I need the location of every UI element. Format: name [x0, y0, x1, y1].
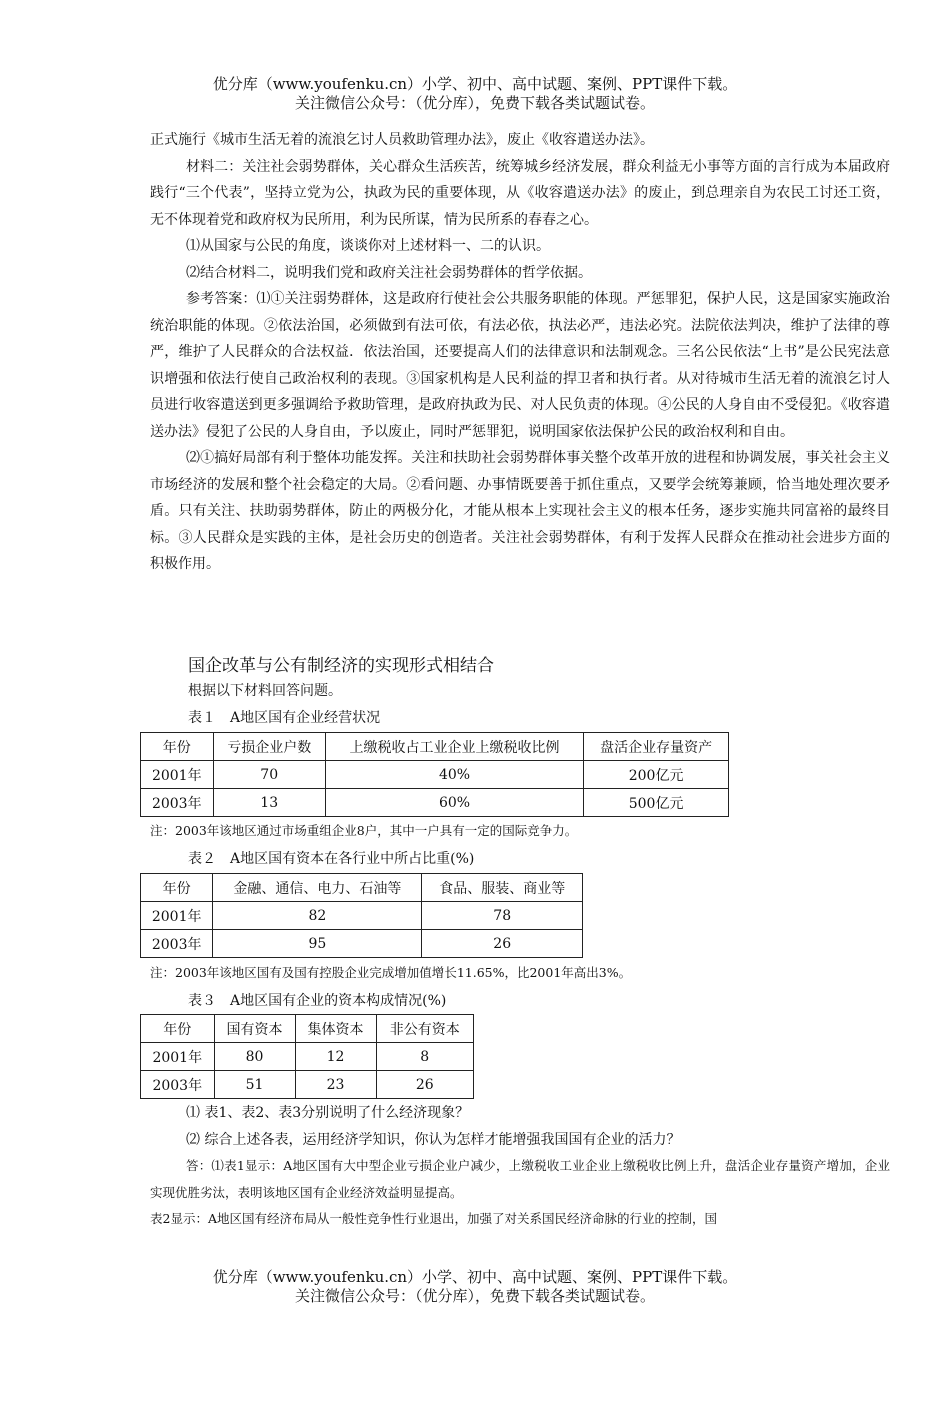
- table-cell: 500亿元: [584, 789, 729, 817]
- footer-line-1: 优分库（www.youfenku.cn）小学、初中、高中试题、案例、PPT课件下载。: [212, 1268, 738, 1286]
- answer-continued: 表2显示：A地区国有经济布局从一般性竞争性行业退出，加强了对关系国民经济命脉的行业的控制，国: [150, 1211, 717, 1226]
- table-cell: 51: [214, 1071, 295, 1099]
- table-cell: 13: [213, 789, 325, 817]
- page-header: [0, 75, 950, 113]
- section-intro: 根据以下材料回答问题。: [188, 683, 342, 699]
- table-header-row: [141, 733, 729, 761]
- question: ⑴ 表1、表2、表3分别说明了什么经济现象？: [186, 1105, 470, 1121]
- page-footer: [0, 1268, 950, 1306]
- table-row: [141, 761, 729, 789]
- paragraph: ⑵结合材料二，说明我们党和政府关注社会弱势群体的哲学依据。: [186, 264, 592, 281]
- table-row: [141, 1043, 474, 1071]
- table3: [140, 1014, 474, 1099]
- table-cell: 60%: [325, 789, 583, 817]
- table-cell: 26: [422, 930, 583, 958]
- table-cell: 8: [376, 1043, 473, 1071]
- table1-caption: 表１ A地区国有企业经营状况: [188, 710, 381, 726]
- table-header-cell: 食品、服装、商业等: [422, 874, 583, 902]
- table-row: [141, 1071, 474, 1099]
- table-cell: 70: [213, 761, 325, 789]
- table-row: [141, 930, 583, 958]
- table-cell: 23: [295, 1071, 376, 1099]
- table-cell: 12: [295, 1043, 376, 1071]
- questions-section: [150, 1100, 890, 1233]
- table-header-cell: 上缴税收占工业企业上缴税收比例: [325, 733, 583, 761]
- table3-caption: 表３ A地区国有企业的资本构成情况(%): [188, 993, 447, 1009]
- table-cell: 2003年: [141, 930, 213, 958]
- table-row: [141, 902, 583, 930]
- table-header-cell: 亏损企业户数: [213, 733, 325, 761]
- table1: [140, 732, 729, 817]
- table-cell: 40%: [325, 761, 583, 789]
- table2: [140, 873, 583, 958]
- answer: 答：⑴表1显示：A地区国有大中型企业亏损企业户减少，上缴税收工业企业上缴税收比例上升，盘活企业存量资产增加，企业实现优胜劣汰，表明该地区国有企业经济效益明显提高。: [150, 1158, 890, 1200]
- table-header-cell: 非公有资本: [376, 1015, 473, 1043]
- table-header-cell: 盘活企业存量资产: [584, 733, 729, 761]
- table-header-cell: 国有资本: [214, 1015, 295, 1043]
- header-line-1: 优分库（www.youfenku.cn）小学、初中、高中试题、案例、PPT课件下载。: [212, 75, 738, 93]
- table2-note: 注：2003年该地区国有及国有控股企业完成增加值增长11.65%，比2001年高出3%。: [150, 965, 632, 980]
- paragraph: 参考答案：⑴①关注弱势群体，这是政府行使社会公共服务职能的体现。严惩罪犯，保护人民，这是国家实施政治统治职能的体现。②依法治国，必须做到有法可依，有法必依，执法必严，违法必究。法院依法判决，维护了法律的尊严，维护了人民群众的合法权益．依法治国，还要提高人们的法律意识和法制观念。三名公民依法“上书”是公民宪法意识增强和依法行使自己政治权利的表现。③国家机构是人民利益的捍卫者和执行者。从对待城市生活无着的流浪乞讨人员进行收容遣送到更多强调给予救助管理，是政府执政为民、对人民负责的体现。④公民的人身自由不受侵犯。《收容遣送办法》侵犯了公民的人身自由，予以废止，同时严惩罪犯，说明国家依法保护公民的政治权利和自由。: [150, 291, 890, 440]
- table-cell: 2003年: [141, 1071, 215, 1099]
- paragraph: ⑴从国家与公民的角度，谈谈你对上述材料一、二的认识。: [186, 238, 550, 254]
- table-header-cell: 年份: [141, 733, 214, 761]
- question: ⑵ 综合上述各表，运用经济学知识，你认为怎样才能增强我国国有企业的活力？: [186, 1131, 681, 1148]
- table-cell: 78: [422, 902, 583, 930]
- table-header-row: [141, 1015, 474, 1043]
- table-cell: 2003年: [141, 789, 214, 817]
- table-header-cell: 年份: [141, 1015, 215, 1043]
- table-cell: 95: [213, 930, 422, 958]
- paragraph: 正式施行《城市生活无着的流浪乞讨人员救助管理办法》，废止《收容遣送办法》。: [150, 132, 654, 148]
- table-cell: 2001年: [141, 761, 214, 789]
- paragraph: ⑵①搞好局部有利于整体功能发挥。关注和扶助社会弱势群体事关整个改革开放的进程和协调发展，事关社会主义市场经济的发展和整个社会稳定的大局。②看问题、办事情既要善于抓住重点，又要学会统筹兼顾，恰当地处理次要矛盾。只有关注、扶助弱势群体，防止的两极分化，才能从根本上实现社会主义的根本任务，逐步实施共同富裕的最终目标。③人民群众是实践的主体，是社会历史的创造者。关注社会弱势群体，有利于发挥人民群众在推动社会进步方面的积极作用。: [150, 450, 890, 572]
- header-line-2: 关注微信公众号：（优分库），免费下载各类试题试卷。: [294, 94, 655, 112]
- table-cell: 82: [213, 902, 422, 930]
- material-section: [150, 127, 890, 578]
- table-header-cell: 年份: [141, 874, 213, 902]
- table-cell: 26: [376, 1071, 473, 1099]
- table-cell: 2001年: [141, 902, 213, 930]
- table-cell: 200亿元: [584, 761, 729, 789]
- table1-note: 注：2003年该地区通过市场重组企业8户，其中一户具有一定的国际竞争力。: [150, 823, 578, 838]
- footer-line-2: 关注微信公众号：（优分库），免费下载各类试题试卷。: [294, 1287, 655, 1305]
- table-header-cell: 集体资本: [295, 1015, 376, 1043]
- table-cell: 2001年: [141, 1043, 215, 1071]
- table-header-row: [141, 874, 583, 902]
- table2-caption: 表２ A地区国有资本在各行业中所占比重(%): [188, 851, 475, 867]
- table-row: [141, 789, 729, 817]
- section-title: 国企改革与公有制经济的实现形式相结合: [188, 656, 494, 676]
- table-header-cell: 金融、通信、电力、石油等: [213, 874, 422, 902]
- table-cell: 80: [214, 1043, 295, 1071]
- paragraph: 材料二：关注社会弱势群体，关心群众生活疾苦，统筹城乡经济发展，群众利益无小事等方面的言行成为本届政府践行“三个代表”，坚持立党为公，执政为民的重要体现，从《收容遣送办法》的废止，到总理亲自为农民工讨还工资，无不体现着党和政府权为民所用，利为民所谋，情为民所系的春春之心。: [150, 158, 890, 228]
